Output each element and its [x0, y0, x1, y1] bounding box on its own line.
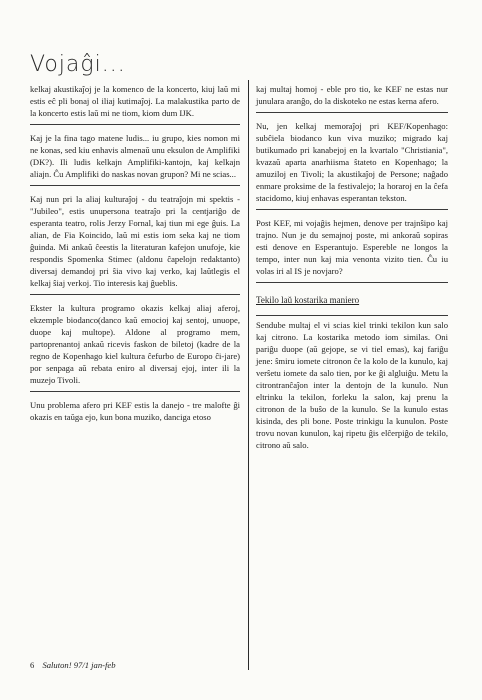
- paragraph: Kaj je la fina tago matene ludis... iu grupo, kies nomon mi ne konas, sed kiu enhavis almenaŭ unu eksulon de Amplifiki (DK?). Ili ludis kelkajn Amplifiki-kantojn, kaj kelkajn aliajn. Ĉu Amplifiki do naskas novan grupon? Mi ne scias...: [30, 133, 240, 179]
- paragraph: Ekster la kultura programo okazis kelkaj aliaj aferoj, ekzemple biodanco(danco kaŭ emocioj kaj sentoj, unuope, duope kaj multope). Aldone al programo mem, partoprenantoj ankaŭ ricevis faskon de biletoj (kadre de la regno de Kopenhago kiel kultura ĉefurbo de Europo ĉi-jare) por senpaga aŭ rebata eniro al diversaj ejoj, inter ili la muzejo Tivoli.: [30, 303, 240, 385]
- article-block: [256, 80, 448, 113]
- paragraph: Nu, jen kelkaj memoraĵoj pri KEF/Kopenhago: subĉiela biodanco kun viva muziko; migrado kaj butikumado pri kanabejoj en la kvartalo "Christiania", kvazaŭ aparta anarhiisma ŝtateto en Kopenhago; la amuziloj en Tivoli; la akustikaĵoj de Persone; naĝado enmare proksime de la festivalejo; la horaroj en la ĉefa stacidomo, kiuj enhavas esperantan tekston.: [256, 121, 448, 203]
- paragraph: kelkaj akustikaĵoj je la komenco de la koncerto, kiuj laŭ mi estis eĉ pli bonaj ol iliaj kutimaĵoj. La malakustika parto de la koncerto estis laŭ mi ne tiom, kiom dum IJK.: [30, 84, 240, 118]
- article-block: [30, 396, 240, 428]
- paragraph: Post KEF, mi vojaĝis hejmen, denove per trajnŝipo kaj trajno. Nun je du semajnoj poste, mi ankoraŭ sopiras esti denove en Esperantujo. Espereble ne longos la tempo, inter nun kaj mia venonta vizito tien. Ĉu iu volas iri al IS je novjaro?: [256, 218, 448, 276]
- article-block: [30, 80, 240, 125]
- issue-label: Saluton! 97/1 jan-feb: [42, 660, 116, 670]
- article-block: [256, 117, 448, 210]
- section-title: Tekilo laŭ kostarika maniero: [256, 295, 360, 305]
- page-footer: [30, 660, 116, 670]
- article-block: [30, 129, 240, 186]
- right-column: [256, 80, 448, 460]
- paragraph: Kaj nun pri la aliaj kulturaĵoj - du teatraĵojn mi spektis - "Jubileo", estis unupersona teatraĵo pri la centjariĝo de esperanta teatro, rolis Jerzy Fornal, kaj tiun mi ege ĝuis. La alian, de Fia Koincido, laŭ mi estis iom seka kaj ne tiom ĝuinda. Mi ankaŭ ĉeestis la literaturan kafejon unufoje, kie respondis Spomenka Stimec (aldonu ĉapelojn redaktanto) diversaj demandoj pri ŝia vivo kaj verko, kaj laŭtlegis el kelkaj ŝiaj verkoj. Tio interesis kaj ĝueblis.: [30, 194, 240, 288]
- article-block: [256, 214, 448, 283]
- paragraph: kaj multaj homoj - eble pro tio, ke KEF ne estas nur junulara aranĝo, do la diskoteko ne estas kerna afero.: [256, 84, 448, 106]
- recipe-paragraph: Sendube multaj el vi scias kiel trinki tekilon kun salo kaj citrono. La kostarika metodo iom similas. Oni pariĝu duope (aŭ gejope, se vi tiel emas), kaj fariĝu jene: ŝmiru iomete citronon ĉe la kolo de la kunulo, kaj verŝetu iomete da salo tien, por ke ĝi algluiĝu. Metu la citrontranĉaĵon inter la dentojn de la kunulo. Nun eltrinku la tekilon, forleku la salon, kaj prenu la citronon de la buŝo de la kunulo. Se la kunulo estas kisinda, des pli bone. Poste trinkigu la kunulon. Poste trovu novan kunulon, kaj ripetu ĝis elĉerpiĝo de tekilo, citrono aŭ salo.: [256, 320, 448, 450]
- left-column: [30, 80, 240, 432]
- article-block: [256, 315, 448, 456]
- page-number: 6: [30, 660, 35, 670]
- article-block: [30, 299, 240, 392]
- page-heading: Vojaĝi...: [30, 52, 126, 77]
- article-block: [30, 190, 240, 295]
- column-divider: [248, 80, 249, 670]
- paragraph: Unu problema afero pri KEF estis la danejo - tre malofte ĝi okazis en taŭga ejo, kun bona muziko, danciga etoso: [30, 400, 240, 422]
